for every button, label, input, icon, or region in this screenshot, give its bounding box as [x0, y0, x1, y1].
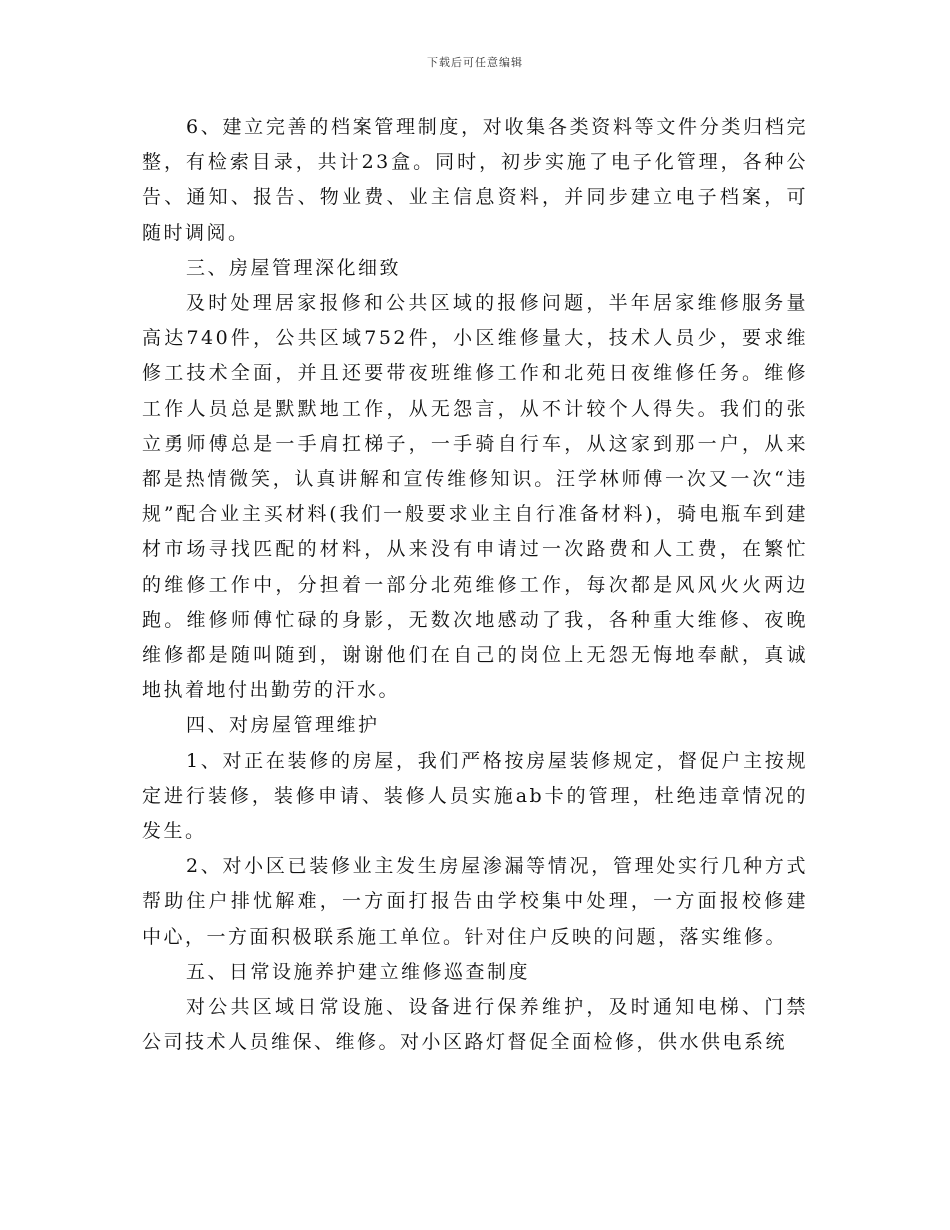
- section-heading-3: 三、房屋管理深化细致: [186, 256, 402, 279]
- header-note: 下载后可任意编辑: [427, 56, 523, 69]
- paragraph-repair-service: 及时处理居家报修和公共区域的报修问题，半年居家维修服务量高达740件，公共区域752件，小区维修量大，技术人员少，要求维修工技术全面，并且还要带夜班维修工作和北苑日夜维修任务。维修工作人员总是默默地工作，从无怨言，从不计较个人得失。我们的张立勇师傅总是一手肩扛梯子，一手骑自行车，从这家到那一户，从来都是热情微笑，认真讲解和宣传维修知识。汪学林师傅一次又一次“违规”配合业主买材料(我们一般要求业主自行准备材料)，骑电瓶车到建材市场寻找匹配的材料，从来没有申请过一次路费和人工费，在繁忙的维修工作中，分担着一部分北苑维修工作，每次都是风风火火两边跑。维修师傅忙碌的身影，无数次地感动了我，各种重大维修、夜晚维修都是随叫随到，谢谢他们在自己的岗位上无怨无悔地奉献，真诚地执着地付出勤劳的汗水。: [142, 292, 808, 702]
- paragraph-leakage-handling: 2、对小区已装修业主发生房屋渗漏等情况，管理处实行几种方式帮助住户排忧解难，一方面打报告由学校集中处理，一方面报校修建中心，一方面积极联系施工单位。针对住户反映的问题，落实维修。: [142, 855, 808, 948]
- section-heading-5: 五、日常设施养护建立维修巡查制度: [186, 960, 531, 983]
- paragraph-renovation-rules: 1、对正在装修的房屋，我们严格按房屋装修规定，督促户主按规定进行装修，装修申请、装修人员实施ab卡的管理，杜绝违章情况的发生。: [142, 749, 808, 843]
- paragraph-archive-management: 6、建立完善的档案管理制度，对收集各类资料等文件分类归档完整，有检索目录，共计23盒。同时，初步实施了电子化管理，各种公告、通知、报告、物业费、业主信息资料，并同步建立电子档案，可随时调阅。: [142, 116, 808, 244]
- paragraph-facility-maintenance: 对公共区域日常设施、设备进行保养维护，及时通知电梯、门禁公司技术人员维保、维修。对小区路灯督促全面检修，供水供电系统: [142, 996, 808, 1054]
- document-body: [142, 110, 808, 1060]
- section-heading-4: 四、对房屋管理维护: [186, 714, 380, 737]
